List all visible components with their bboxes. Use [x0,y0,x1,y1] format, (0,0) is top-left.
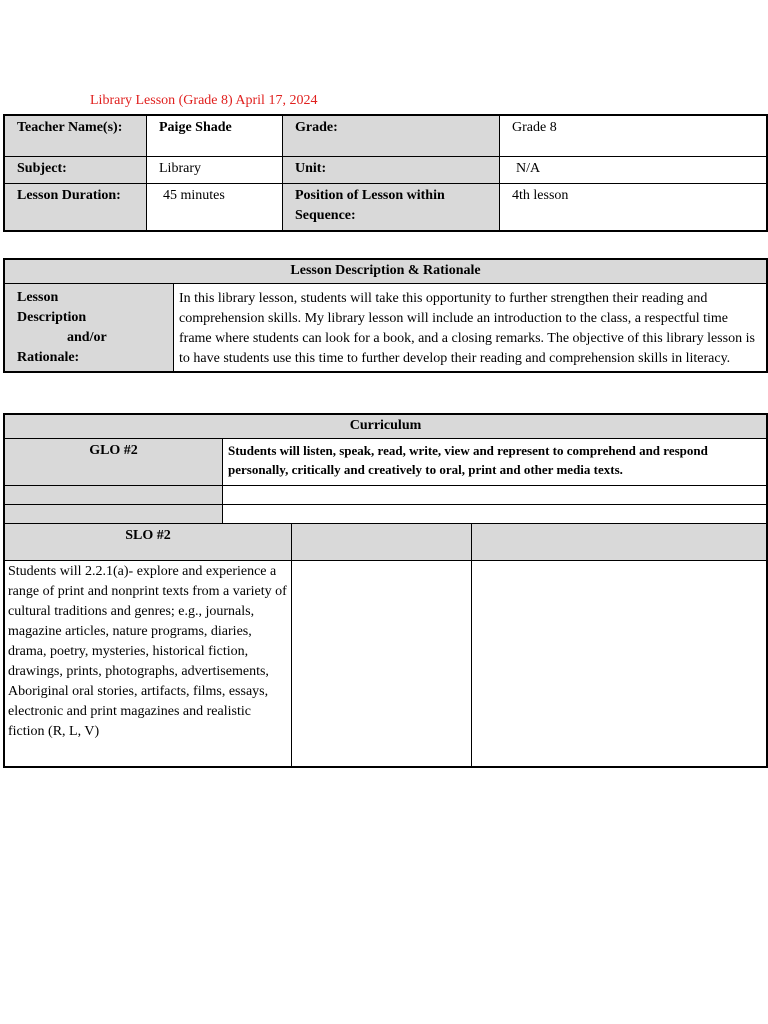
description-label-line2: Description [17,310,87,325]
document-title: Library Lesson (Grade 8) April 17, 2024 [90,93,318,108]
slo-body-blank-1 [292,561,472,767]
position-value: 4th lesson [500,184,767,231]
description-label-line1: Lesson [17,290,59,305]
grade-label: Grade: [283,116,500,157]
glo-blank-label-1 [5,486,223,505]
description-label-line3: and/or [67,330,107,345]
glo-blank-label-2 [5,505,223,524]
unit-value-text: N/A [516,161,541,176]
slo-label: SLO #2 [5,524,292,561]
teacher-label: Teacher Name(s): [5,116,147,157]
description-heading: Lesson Description & Rationale [5,260,767,284]
slo-body-row [5,561,767,767]
duration-label: Lesson Duration: [5,184,147,231]
curriculum-header-row [5,415,767,439]
glo-blank-row-1 [5,486,767,505]
duration-value-text: 45 minutes [163,188,225,203]
slo-text: Students will 2.2.1(a)- explore and experience a range of print and nonprint texts from a variety of cultural traditions and genres; e.g., journals, magazine articles, nature programs, diaries, drama, poetry, mysteries, historical fiction, drawings, prints, photographs, advertisements, Aboriginal oral stories, artifacts, films, essays, electronic and print magazines and realistic fiction (R, L, V) [5,561,292,767]
slo-header-blank-1 [292,524,472,561]
unit-value [500,157,767,184]
description-label-line4: Rationale: [17,350,80,365]
description-label [5,284,174,372]
teacher-value: Paige Shade [147,116,283,157]
grade-value: Grade 8 [500,116,767,157]
curriculum-heading: Curriculum [5,415,767,439]
slo-header-row [5,524,767,561]
subject-value: Library [147,157,283,184]
curriculum-table [4,414,767,767]
lesson-description-table [4,259,767,372]
duration-value [147,184,283,231]
unit-label: Unit: [283,157,500,184]
description-header-row [5,260,767,284]
info-row-subject [5,157,767,184]
lesson-info-table [4,115,767,231]
glo-label: GLO #2 [5,439,223,486]
position-label-line1: Position of Lesson within [295,188,445,203]
glo-blank-row-2 [5,505,767,524]
info-row-duration [5,184,767,231]
info-row-teacher [5,116,767,157]
slo-body-blank-2 [472,561,767,767]
subject-label: Subject: [5,157,147,184]
slo-header-blank-2 [472,524,767,561]
position-label-line2: Sequence: [295,208,356,223]
description-text: In this library lesson, students will take this opportunity to further strengthen their reading and comprehension skills. My library lesson will include an introduction to the class, a respectful time frame where students can look for a book, and a closing remarks. The objective of this library lesson is to have students use this time to further develop their reading and comprehension skills in literacy. [174,284,767,372]
position-label [283,184,500,231]
glo-row [5,439,767,486]
glo-blank-value-2 [223,505,767,524]
description-body-row [5,284,767,372]
glo-text: Students will listen, speak, read, write, view and represent to comprehend and respond personally, critically and creatively to oral, print and other media texts. [223,439,767,486]
glo-blank-value-1 [223,486,767,505]
